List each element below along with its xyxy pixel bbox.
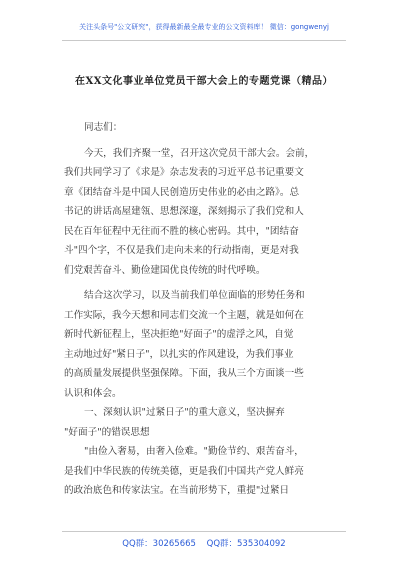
footer-qq-group-2: QQ群：535304092 bbox=[206, 539, 286, 549]
body-line: 的政治底色和传家法宝。在当前形势下，重提"过紧日 bbox=[64, 485, 290, 496]
salutation: 同志们： bbox=[84, 122, 123, 133]
section-heading-cont: "好面子"的错误思想 bbox=[64, 426, 150, 438]
document-body bbox=[64, 118, 352, 501]
footer-contacts bbox=[0, 537, 408, 549]
header-promo-text: 关注头条号"公文研究"，获得最新最全最专业的公文资料库！ 微信：gongwenyj bbox=[79, 23, 329, 31]
footer-divider bbox=[62, 531, 346, 532]
body-line: 是我们中华民族的传统美德，更是我们中国共产党人鲜亮 bbox=[64, 465, 304, 477]
body-line: 结合这次学习，以及当前我们单位面临的形势任务和 bbox=[84, 290, 305, 301]
body-line: 们党艰苦奋斗、勤俭建国优良传统的时代呼唤。 bbox=[64, 264, 266, 276]
body-line: 工作实际，我今天想和同志们交流一个主题，就是如何在 bbox=[64, 309, 304, 321]
document-title: 在XX文化事业单位党员干部大会上的专题党课（精品） bbox=[74, 76, 334, 87]
body-line: 我们共同学习了《求是》杂志发表的习近平总书记重要文 bbox=[64, 167, 304, 178]
body-line: "由俭入奢易，由奢入俭难。"勤俭节约、艰苦奋斗， bbox=[84, 446, 304, 457]
body-line: 民在百年征程中无往而不胜的核心密码。其中，"团结奋 bbox=[64, 225, 299, 237]
body-line: 认识和体会。 bbox=[64, 387, 122, 399]
footer-qq-group-1: QQ群：30265665 bbox=[122, 539, 196, 549]
body-line: 章《团结奋斗是中国人民创造历史伟业的必由之路》。总 bbox=[64, 186, 300, 198]
header-divider bbox=[62, 40, 346, 41]
body-line: 的高质量发展提供坚强保障。下面，我从三个方面谈一些 bbox=[64, 368, 304, 379]
body-line: 斗"四个字，不仅是我们走向未来的行动指南，更是对我 bbox=[64, 245, 299, 256]
body-line: 今天，我们齐聚一堂，召开这次党员干部大会。会前， bbox=[84, 147, 315, 159]
body-line: 新时代新征程上，坚决拒绝"好面子"的虚浮之风，自觉 bbox=[64, 329, 294, 340]
body-line: 书记的讲话高屋建瓴、思想深邃，深刻揭示了我们党和人 bbox=[64, 206, 304, 217]
body-line: 主动地过好"紧日子"，以扎实的作风建设，为我们事业 bbox=[64, 348, 294, 360]
section-heading: 一、深刻认识"过紧日子"的重大意义，坚决摒弃 bbox=[84, 407, 285, 418]
